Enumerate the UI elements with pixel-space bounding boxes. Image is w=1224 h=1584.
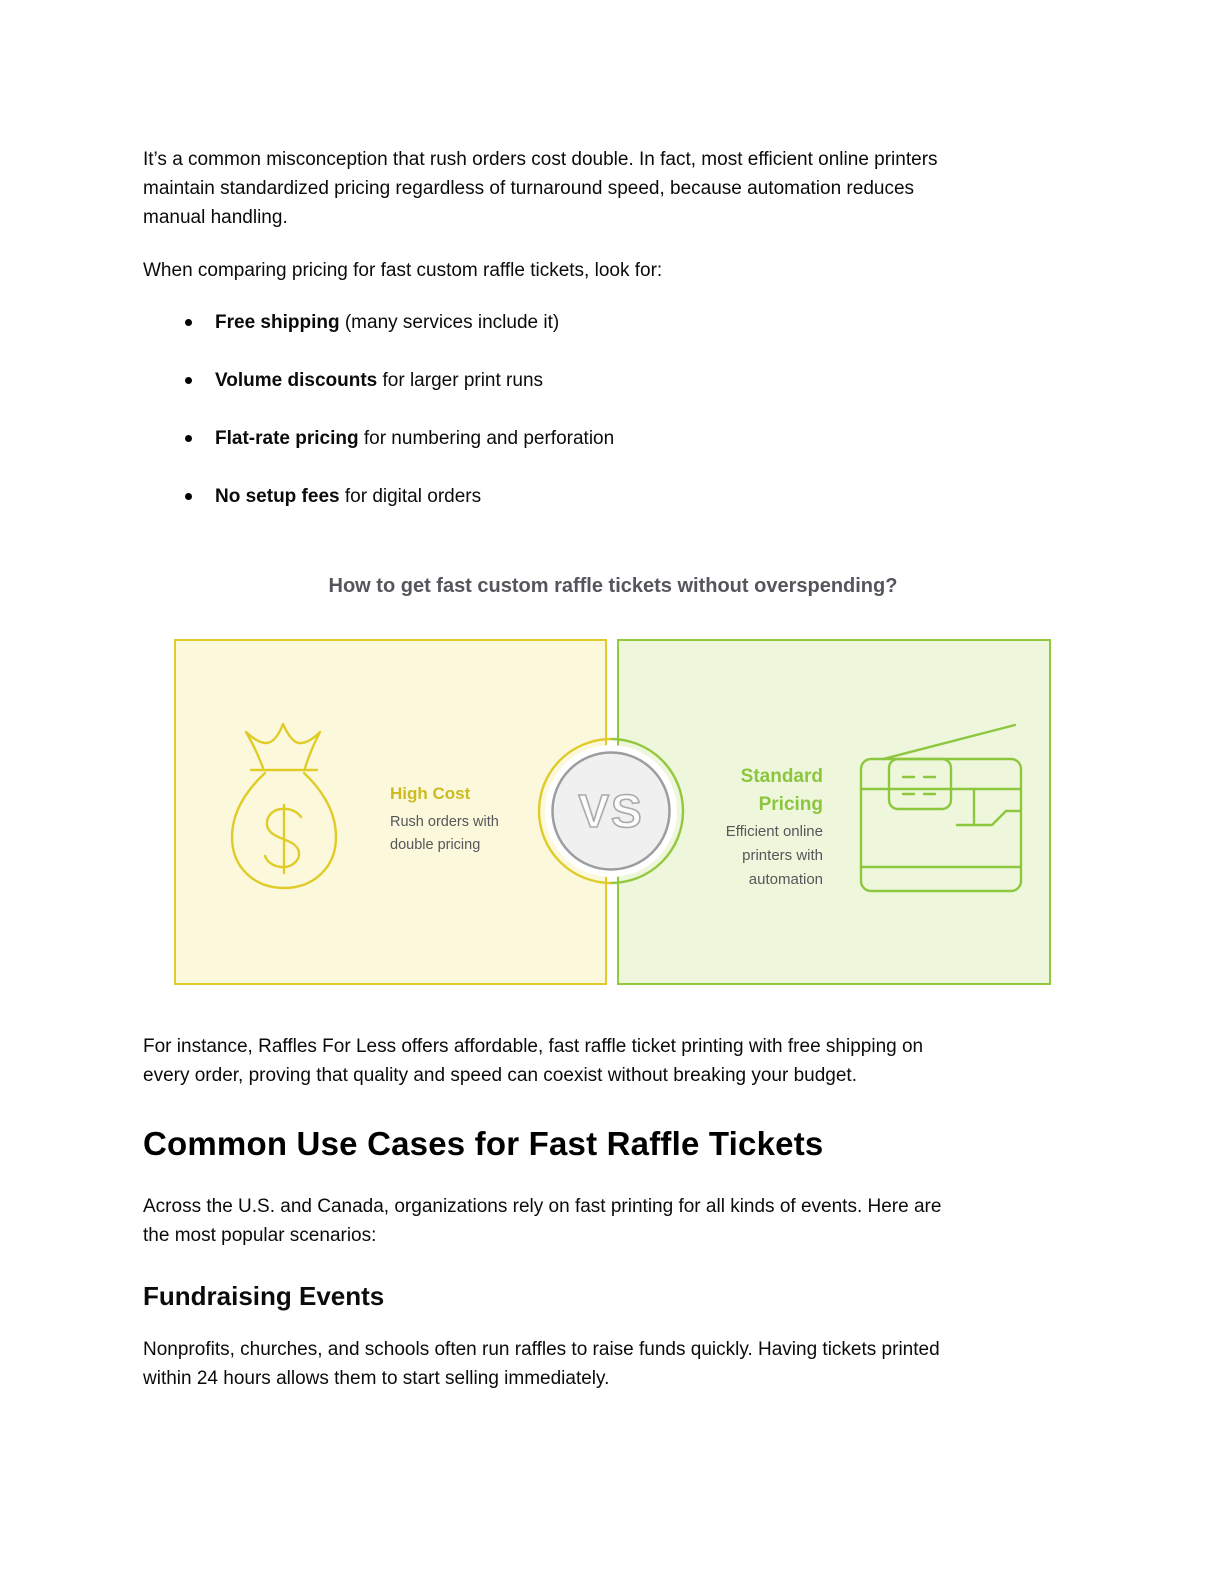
text-line: It’s a common misconception that rush orders cost double. In fact, most efficient online printers: [143, 149, 938, 170]
printer-control-panel: [889, 759, 951, 809]
text-line: within 24 hours allows them to start selling immediately.: [143, 1368, 610, 1389]
text-line: When comparing pricing for fast custom raffle tickets, look for:: [143, 260, 663, 281]
section-heading: Common Use Cases for Fast Raffle Tickets: [143, 1125, 824, 1162]
subsection-heading: Fundraising Events: [143, 1281, 385, 1311]
printer-output-slot: [957, 789, 1021, 825]
list-item-text: for larger print runs: [377, 370, 544, 391]
list-item: [143, 482, 1083, 511]
list-item-term: Flat-rate pricing: [215, 428, 359, 449]
bullet-icon: [185, 377, 192, 384]
printer-panel-buttons: [903, 777, 935, 794]
high-cost-text-block: [390, 783, 512, 857]
list-item-text: (many services include it): [339, 312, 560, 333]
standard-pricing-title: Standard Pricing: [740, 766, 823, 815]
text-line: the most popular scenarios:: [143, 1225, 377, 1246]
list-item-term: Volume discounts: [215, 370, 378, 391]
text-line: maintain standardized pricing regardless of turnaround speed, because automation reduces: [143, 178, 915, 199]
printer-body: [861, 759, 1021, 891]
comparison-infographic: [174, 639, 1051, 985]
text-line: Across the U.S. and Canada, organizations rely on fast printing for all kinds of events. Here are: [143, 1196, 942, 1217]
paragraph-fundraising: [143, 1335, 1083, 1393]
printer-lid: [883, 725, 1015, 759]
text-line: For instance, Raffles For Less offers affordable, fast raffle ticket printing with free shipping on: [143, 1036, 924, 1057]
paragraph-intro: [143, 145, 1083, 232]
infographic-heading: How to get fast custom raffle tickets without overspending?: [328, 575, 898, 597]
paragraph-example: [143, 1032, 1083, 1090]
printer-icon: [855, 719, 1033, 901]
text-line: every order, proving that quality and speed can coexist without breaking your budget.: [143, 1065, 857, 1086]
vs-label: VS: [578, 785, 644, 837]
standard-pricing-text-block: [701, 763, 823, 892]
list-item-text: for digital orders: [339, 486, 482, 507]
money-bag-crown: [246, 724, 320, 768]
list-item-term: Free shipping: [215, 312, 340, 333]
list-item-term: No setup fees: [215, 486, 340, 507]
paragraph-lead-in: [143, 256, 1083, 285]
text-line: manual handling.: [143, 207, 288, 228]
list-item-text: for numbering and perforation: [358, 428, 615, 449]
text-line: Nonprofits, churches, and schools often run raffles to raise funds quickly. Having tickets printed: [143, 1339, 940, 1360]
list-item: [143, 366, 1083, 395]
bullet-icon: [185, 435, 192, 442]
document-content: [143, 145, 1083, 1393]
vs-badge: [535, 735, 687, 887]
bullet-icon: [185, 493, 192, 500]
list-item: [143, 308, 1083, 337]
paragraph-usecases-intro: [143, 1192, 1083, 1250]
bullet-list: [143, 308, 1083, 511]
money-bag-icon: [220, 715, 348, 899]
standard-pricing-description: Efficient online printers with automation: [725, 823, 823, 888]
bullet-icon: [185, 319, 192, 326]
high-cost-description: Rush orders with double pricing: [390, 814, 499, 853]
list-item: [143, 424, 1083, 453]
high-cost-title: High Cost: [390, 784, 471, 803]
